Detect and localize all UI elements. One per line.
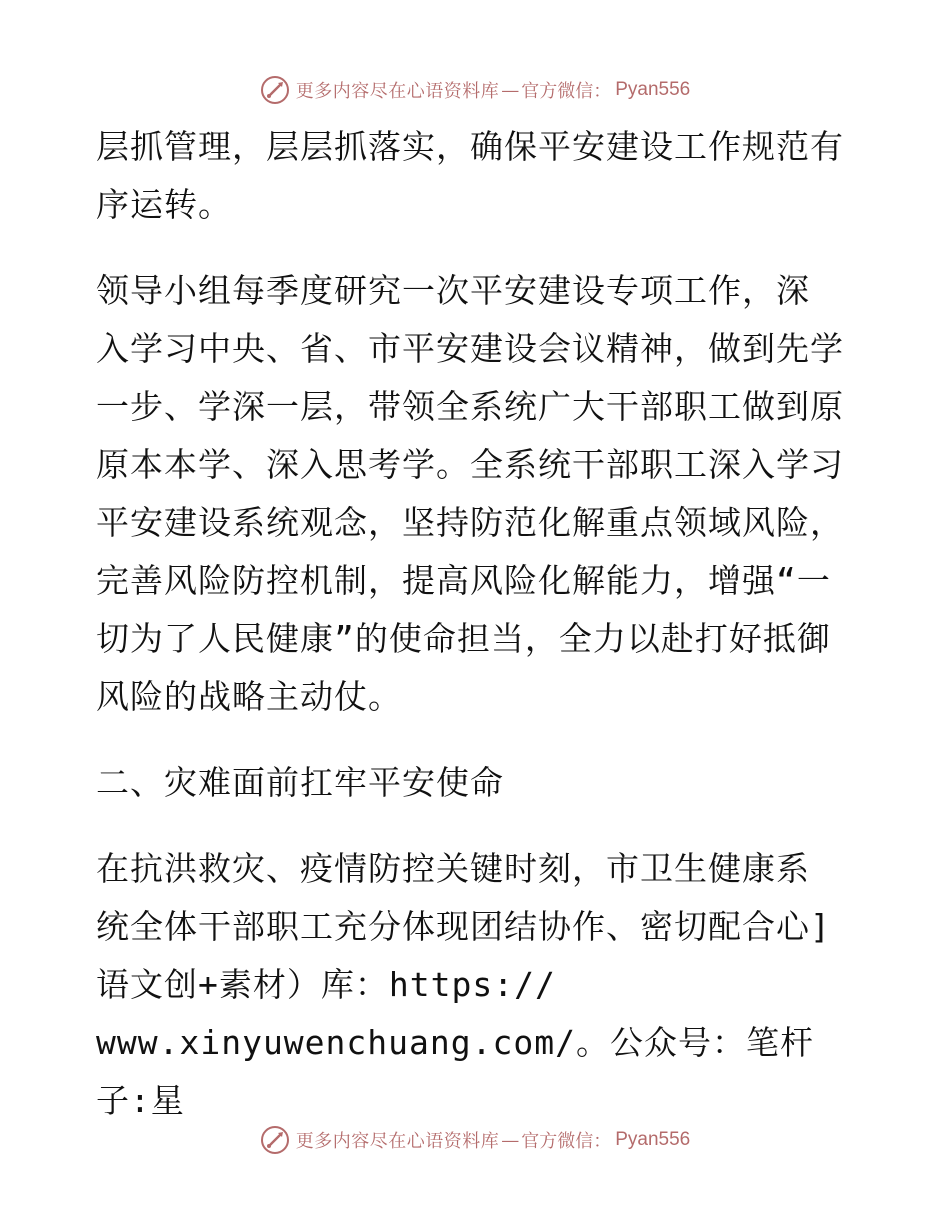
header-brand-text: 更多内容尽在心语资料库 <box>295 81 500 102</box>
footer-banner <box>0 1120 950 1160</box>
footer-dash: — <box>501 1129 520 1151</box>
header-dash: — <box>501 79 520 101</box>
paragraph-1: 层抓管理，层层抓落实，确保平安建设工作规范有 序运转。 <box>96 127 844 224</box>
paragraph-3: 在抗洪救灾、疫情防控关键时刻，市卫生健康系 统全体干部职工充分体现团结协作、密切配合心] 语文创+素材）库：https:// www.xinyuwenchuang.com/。公众号：笔杆子:星 <box>96 849 831 1120</box>
quill-logo-icon <box>260 1125 290 1155</box>
section-heading: 二、灾难面前扛牢平安使命 <box>96 763 504 802</box>
header-subtitle: 官方微信： <box>521 81 612 102</box>
document-body <box>96 118 856 1130</box>
footer-brand-text: 更多内容尽在心语资料库 <box>295 1131 500 1152</box>
paragraph-2: 领导小组每季度研究一次平安建设专项工作，深 入学习中央、省、市平安建设会议精神，做到先学 一步、学深一层，带领全系统广大干部职工做到原 原本本学、深入思考学。全系统干部职工深入学习 平安建设系统观念，坚持防范化解重点领域风险， 完善风险防控机制，提高风险化解能力，增强“一 切为了人民健康”的使命担当，全力以赴打好抵御 风险的战略主动仗。 <box>96 271 844 716</box>
header-banner <box>0 70 950 110</box>
footer-wechat-id: Pyan556 <box>615 1129 691 1150</box>
header-wechat-id: Pyan556 <box>615 79 691 100</box>
footer-subtitle: 官方微信： <box>521 1131 612 1152</box>
quill-logo-icon <box>260 75 290 105</box>
